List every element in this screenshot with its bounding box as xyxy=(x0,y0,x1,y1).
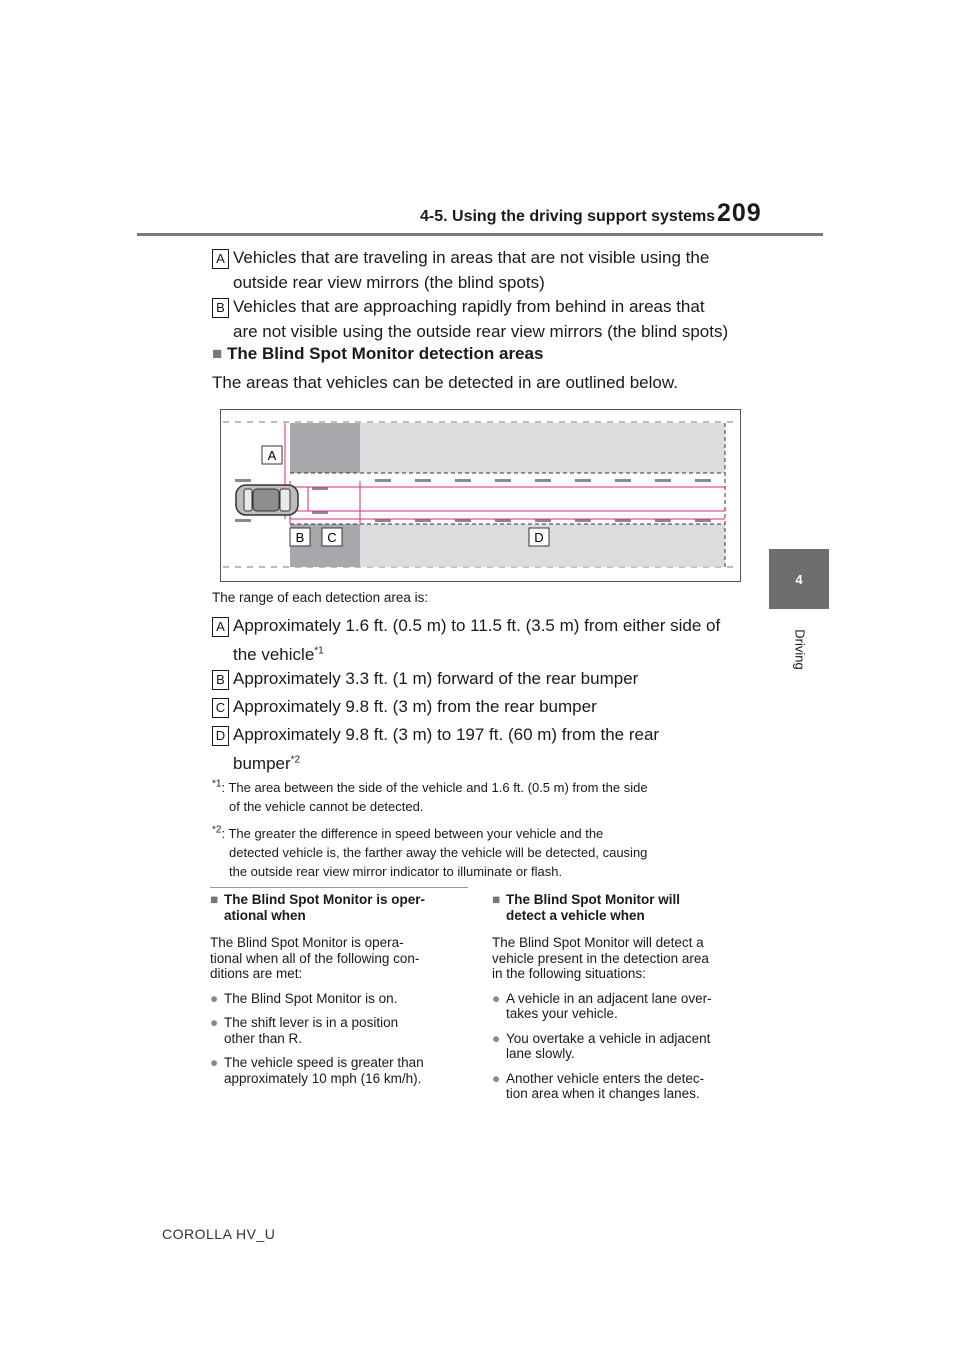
right-bullet-1-line-1: A vehicle in an adjacent lane over- xyxy=(506,990,712,1006)
right-bullet-3-line-2: tion area when it changes lanes. xyxy=(506,1086,700,1101)
range-item-c xyxy=(212,694,772,719)
range-d-line-1: Approximately 9.8 ft. (3 m) to 197 ft. (60 m) from the rear xyxy=(233,725,660,744)
detection-heading xyxy=(212,344,543,364)
intro-a-line-1: Vehicles that are traveling in areas that are not visible using the xyxy=(233,248,710,267)
right-intro-line-1: The Blind Spot Monitor will detect a xyxy=(492,935,704,950)
range-item-d xyxy=(212,722,772,776)
page-number: 209 xyxy=(717,199,762,227)
left-heading-line-2: ational when xyxy=(224,907,306,923)
footnote-ref-2: *2 xyxy=(290,754,301,766)
footnote-1 xyxy=(212,778,772,816)
bullet-dot-icon: ● xyxy=(492,1070,501,1086)
footnote-2 xyxy=(212,824,772,881)
right-column-intro xyxy=(492,935,760,982)
footer-model: COROLLA HV_U xyxy=(162,1226,276,1242)
svg-text:D: D xyxy=(534,530,544,545)
left-bullet-2-line-2: other than R. xyxy=(224,1030,303,1046)
intro-b-line-2: are not visible using the outside rear view mirrors (the blind spots) xyxy=(233,322,729,341)
svg-text:B: B xyxy=(295,530,305,545)
range-badge-b: B xyxy=(212,670,229,690)
section-title: 4-5. Using the driving support systems xyxy=(420,208,716,225)
right-heading-line-1: The Blind Spot Monitor will xyxy=(506,892,680,907)
range-badge-c: C xyxy=(212,698,229,718)
bullet-dot-icon: ● xyxy=(210,1015,219,1030)
right-column xyxy=(492,892,760,1102)
bullet-dot-icon: ● xyxy=(492,990,501,1006)
range-b-line-1: Approximately 3.3 ft. (1 m) forward of the rear bumper xyxy=(233,669,639,688)
chapter-tab: 4 xyxy=(769,549,829,609)
footnote-1-line-1: : The area between the side of the vehicle and 1.6 ft. (0.5 m) from the side xyxy=(221,780,648,795)
badge-a: A xyxy=(212,249,229,269)
range-a-line-1: Approximately 1.6 ft. (0.5 m) to 11.5 ft. (3.5 m) from either side of xyxy=(233,616,721,635)
right-bullet-3 xyxy=(492,1071,760,1102)
square-bullet-icon: ■ xyxy=(210,892,219,907)
left-column-heading xyxy=(210,892,472,923)
right-heading-line-2: detect a vehicle when xyxy=(506,907,645,923)
range-d-line-2: bumper xyxy=(233,754,291,773)
range-a-line-2: the vehicle xyxy=(233,645,315,664)
zone-d-top xyxy=(360,423,725,473)
right-bullet-2-line-2: lane slowly. xyxy=(506,1046,575,1061)
detection-intro: The areas that vehicles can be detected in are outlined below. xyxy=(212,373,678,392)
left-bullet-1 xyxy=(210,991,472,1007)
diagram-label-d xyxy=(529,528,549,546)
footnote-1-line-2: of the vehicle cannot be detected. xyxy=(229,799,424,814)
intro-a-line-2: outside rear view mirrors (the blind spots) xyxy=(233,273,545,292)
vehicle-icon xyxy=(236,485,298,515)
right-bullet-3-line-1: Another vehicle enters the detec- xyxy=(506,1070,705,1086)
footnote-2-line-1: : The greater the difference in speed between your vehicle and the xyxy=(221,826,604,841)
footnote-1-mark: *1 xyxy=(212,778,222,790)
svg-text:C: C xyxy=(327,530,337,545)
chapter-label-text: Driving xyxy=(792,629,808,670)
left-intro-line-1: The Blind Spot Monitor is opera- xyxy=(210,935,404,950)
detection-area-diagram xyxy=(220,409,741,582)
footnote-2-line-2: detected vehicle is, the farther away the vehicle will be detected, causing xyxy=(229,845,648,860)
left-heading-line-1: The Blind Spot Monitor is oper- xyxy=(224,892,425,907)
left-bullet-2-line-1: The shift lever is in a position xyxy=(224,1015,399,1030)
chapter-label xyxy=(774,618,824,678)
left-bullet-3-line-1: The vehicle speed is greater than xyxy=(224,1055,424,1070)
right-bullet-2 xyxy=(492,1031,760,1062)
left-column-intro xyxy=(210,935,472,982)
footnote-2-line-3: the outside rear view mirror indicator to illuminate or flash. xyxy=(229,864,563,879)
right-column-heading xyxy=(492,892,760,923)
diagram-label-c xyxy=(322,528,342,546)
left-column-divider xyxy=(210,887,468,888)
header-divider xyxy=(137,233,823,236)
left-bullet-3 xyxy=(210,1055,472,1086)
detection-heading-text: The Blind Spot Monitor detection areas xyxy=(227,344,544,363)
right-bullet-1-line-2: takes your vehicle. xyxy=(506,1006,618,1021)
range-item-a xyxy=(212,613,772,667)
right-intro-line-2: vehicle present in the detection area xyxy=(492,950,709,966)
right-bullet-2-line-1: You overtake a vehicle in adjacent xyxy=(506,1030,711,1046)
left-intro-line-3: ditions are met: xyxy=(210,966,303,981)
square-bullet-icon: ■ xyxy=(212,344,223,363)
footnote-2-mark: *2 xyxy=(212,824,222,836)
left-bullet-3-line-2: approximately 10 mph (16 km/h). xyxy=(224,1070,422,1086)
badge-b: B xyxy=(212,298,229,318)
range-badge-a: A xyxy=(212,617,229,637)
intro-item-a xyxy=(212,245,772,295)
bullet-dot-icon: ● xyxy=(210,1055,219,1070)
footnote-ref-1: *1 xyxy=(314,645,324,657)
range-intro: The range of each detection area is: xyxy=(212,590,429,605)
right-intro-line-3: in the following situations: xyxy=(492,966,646,981)
left-column xyxy=(210,892,472,1086)
intro-b-line-1: Vehicles that are approaching rapidly from behind in areas that xyxy=(233,297,705,316)
left-bullet-1-line-1: The Blind Spot Monitor is on. xyxy=(224,990,398,1006)
bullet-dot-icon: ● xyxy=(210,990,219,1006)
left-intro-line-2: tional when all of the following con- xyxy=(210,950,420,966)
bullet-dot-icon: ● xyxy=(492,1030,501,1046)
diagram-label-a xyxy=(262,446,282,464)
right-bullet-1 xyxy=(492,991,760,1022)
range-c-line-1: Approximately 9.8 ft. (3 m) from the rear bumper xyxy=(233,697,597,716)
diagram-label-b xyxy=(290,528,310,546)
square-bullet-icon: ■ xyxy=(492,892,501,907)
range-item-b xyxy=(212,666,772,691)
left-bullet-2 xyxy=(210,1015,472,1046)
svg-text:A: A xyxy=(267,448,277,463)
zone-b-top xyxy=(290,423,360,473)
range-badge-d: D xyxy=(212,726,229,746)
intro-item-b xyxy=(212,294,772,344)
